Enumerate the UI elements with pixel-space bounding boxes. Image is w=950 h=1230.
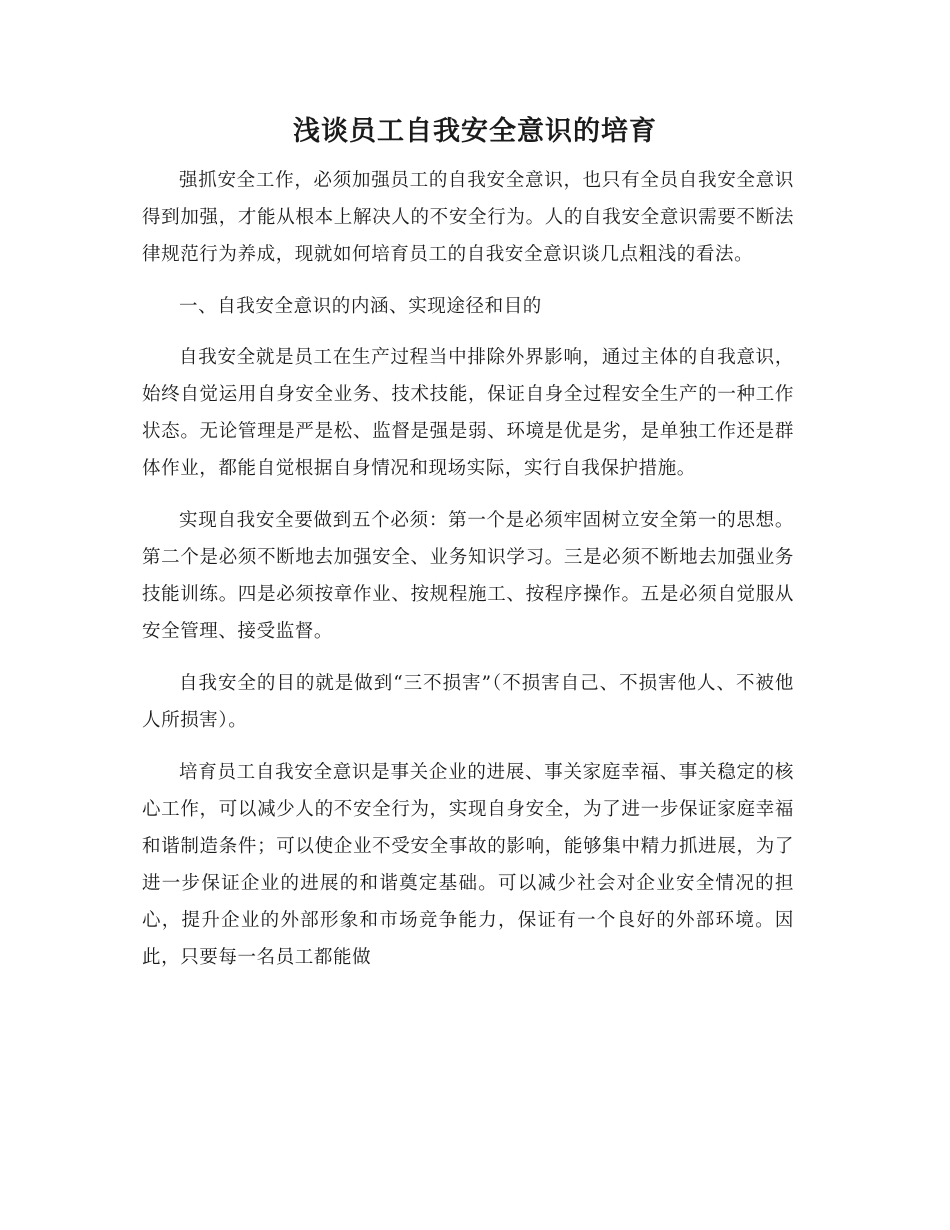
paragraph-definition: 自我安全就是员工在生产过程当中排除外界影响，通过主体的自我意识，始终自觉运用自身安全业务、技术技能，保证自身全过程安全生产的一种工作状态。无论管理是严是松、监督是强是弱、环境是优是劣，是单独工作还是群体作业，都能自觉根据自身情况和现场实际，实行自我保护措施。 (142, 347, 794, 479)
paragraph-significance: 培育员工自我安全意识是事关企业的进展、事关家庭幸福、事关稳定的核心工作，可以减少人的不安全行为，实现自身安全，为了进一步保证家庭幸福和谐制造条件；可以使企业不受安全事故的影响，能够集中精力抓进展，为了进一步保证企业的进展的和谐奠定基础。可以减少社会对企业安全情况的担心，提升企业的外部形象和市场竞争能力，保证有一个良好的外部环境。因此，只要每一名员工都能做 (142, 762, 794, 968)
paragraph-intro: 强抓安全工作，必须加强员工的自我安全意识，也只有全员自我安全意识得到加强，才能从根本上解决人的不安全行为。人的自我安全意识需要不断法律规范行为养成，现就如何培育员工的自我安全意识谈几点粗浅的看法。 (142, 170, 794, 265)
section-heading-1: 一、自我安全意识的内涵、实现途径和目的 (179, 296, 542, 317)
document-title: 浅谈员工自我安全意识的培育 (293, 116, 657, 147)
paragraph-goal: 自我安全的目的就是做到“三不损害”（不损害自己、不损害他人、不被他人所损害）。 (142, 673, 794, 731)
document-body (142, 162, 794, 991)
paragraph-five-musts: 实现自我安全要做到五个必须：第一个是必须牢固树立安全第一的思想。第二个是必须不断地去加强安全、业务知识学习。三是必须不断地去加强业务技能训练。四是必须按章作业、按规程施工、按程序操作。五是必须自觉服从安全管理、接受监督。 (142, 510, 794, 642)
